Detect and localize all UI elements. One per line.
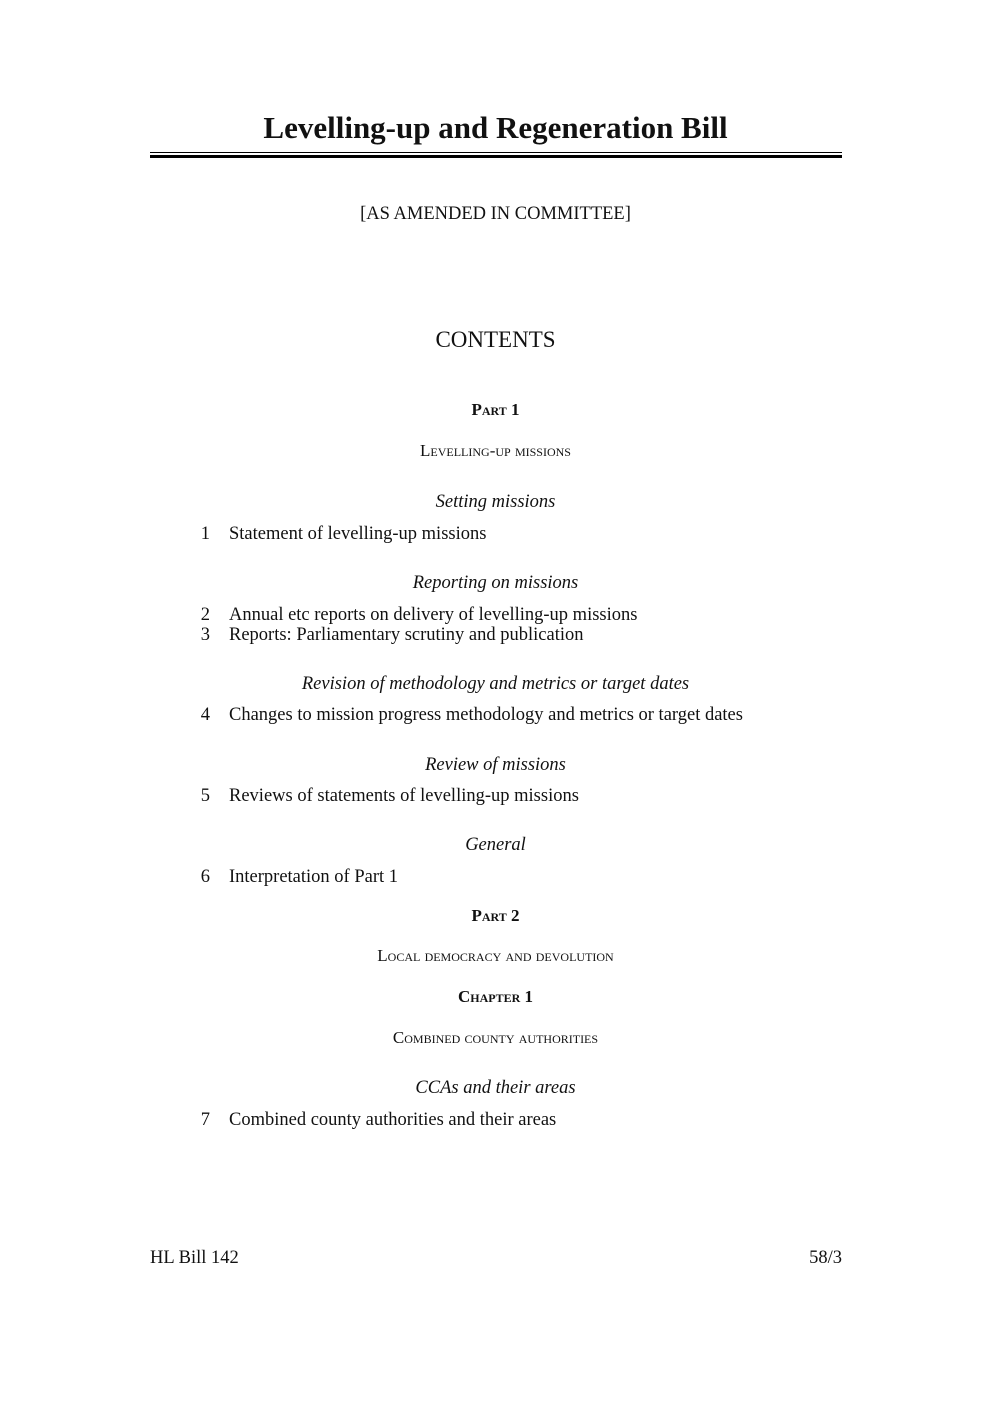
contents-item[interactable]: Statement of levelling-up missions xyxy=(229,524,487,544)
group-heading: Setting missions xyxy=(435,492,556,512)
contents-item[interactable]: Changes to mission progress methodology and metrics or target dates xyxy=(229,705,743,725)
item-number: 5 xyxy=(200,786,210,806)
title-rule-thick xyxy=(150,155,842,158)
item-number: 3 xyxy=(200,625,210,645)
title-rule-thin xyxy=(150,152,842,153)
contents-item[interactable]: Annual etc reports on delivery of levelling-up missions xyxy=(229,605,638,625)
part-1-label: Part 1 xyxy=(471,400,520,419)
item-number: 6 xyxy=(200,867,210,887)
footer-reference: 58/3 xyxy=(809,1248,842,1268)
group-heading: Review of missions xyxy=(425,755,566,775)
footer-bill-number: HL Bill 142 xyxy=(150,1248,239,1268)
group-heading: Revision of methodology and metrics or target dates xyxy=(301,674,690,694)
contents-heading: CONTENTS xyxy=(435,327,556,352)
bill-title: Levelling-up and Regeneration Bill xyxy=(263,110,728,145)
group-heading: CCAs and their areas xyxy=(415,1078,576,1098)
amendment-status: [AS AMENDED IN COMMITTEE] xyxy=(360,204,631,224)
contents-item[interactable]: Combined county authorities and their areas xyxy=(229,1110,557,1130)
chapter-1-label: Chapter 1 xyxy=(457,987,534,1006)
group-heading: Reporting on missions xyxy=(412,573,579,593)
part-2-label: Part 2 xyxy=(471,906,520,925)
contents-item[interactable]: Reports: Parliamentary scrutiny and publication xyxy=(229,625,584,645)
group-heading: General xyxy=(465,835,526,855)
contents-item[interactable]: Interpretation of Part 1 xyxy=(229,867,399,887)
item-number: 1 xyxy=(200,524,210,544)
item-number: 4 xyxy=(200,705,210,725)
chapter-1-name: Combined county authorities xyxy=(392,1028,599,1047)
item-number: 2 xyxy=(200,605,210,625)
item-number: 7 xyxy=(200,1110,210,1130)
part-2-name: Local democracy and devolution xyxy=(377,946,614,965)
part-1-name: Levelling-up missions xyxy=(420,441,571,460)
contents-item[interactable]: Reviews of statements of levelling-up missions xyxy=(229,786,579,806)
